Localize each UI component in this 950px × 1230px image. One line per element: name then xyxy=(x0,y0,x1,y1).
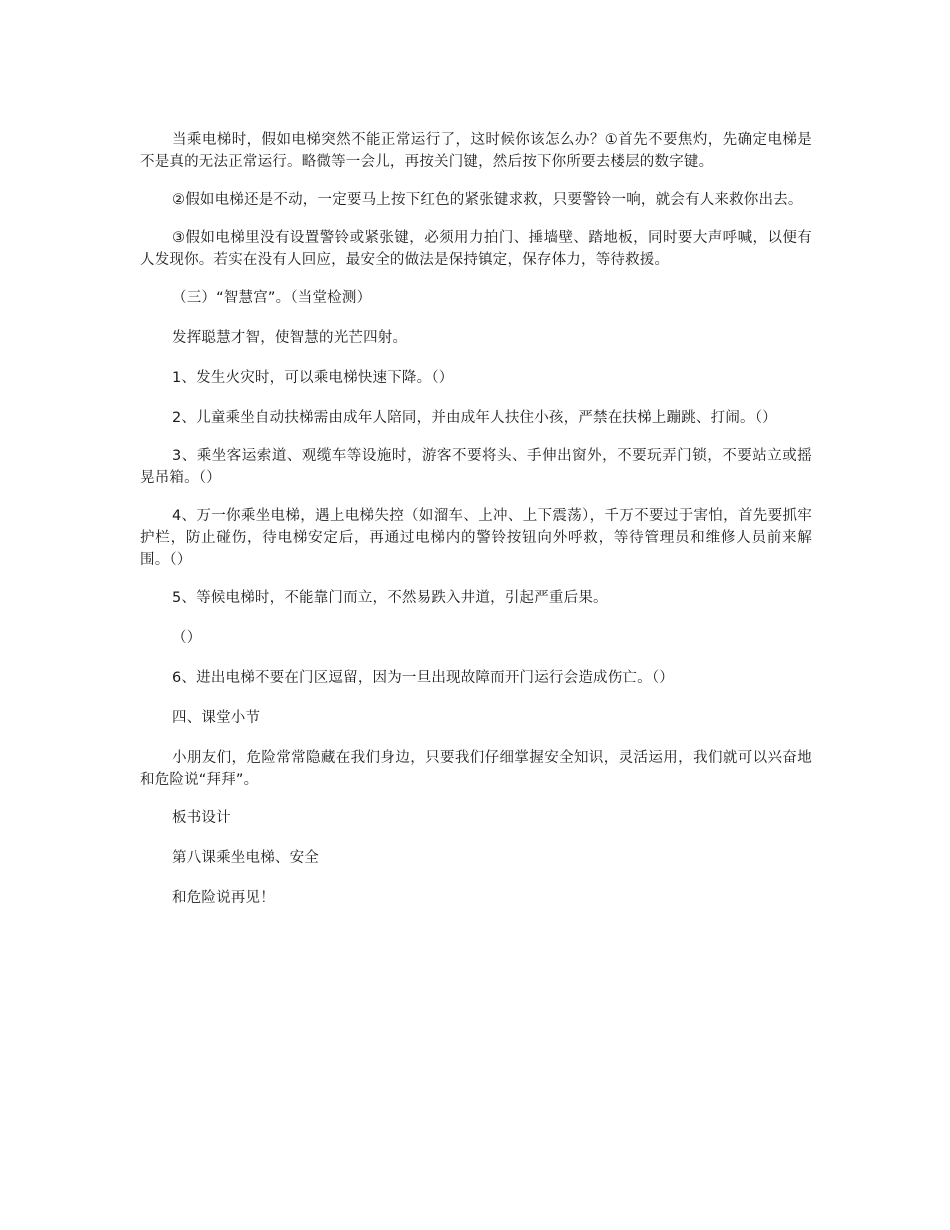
quiz-item-4: 4、万一你乘坐电梯，遇上电梯失控（如溜车、上冲、上下震荡），千万不要过于害怕，首先要抓牢护栏，防止碰伤，待电梯安定后，再通过电梯内的警铃按钮向外呼救，等待管理员和维修人员前来解围。（） xyxy=(140,508,812,568)
paragraph-elevator-stuck-step1: 当乘电梯时，假如电梯突然不能正常运行了，这时候你该怎么办？①首先不要焦灼，先确定电梯是不是真的无法正常运行。略微等一会儿，再按关门键，然后按下你所要去楼层的数字键。 xyxy=(140,132,812,170)
quiz-item-3: 3、乘坐客运索道、观缆车等设施时，游客不要将头、手伸出窗外，不要玩弄门锁，不要站立或摇晃吊箱。（） xyxy=(140,448,812,486)
quiz-item-5: 5、等候电梯时，不能靠门而立，不然易跌入井道，引起严重后果。 xyxy=(172,590,608,606)
paragraph-elevator-stuck-step2: ②假如电梯还是不动，一定要马上按下红色的紧张键求救，只要警铃一响，就会有人来救你出去。 xyxy=(172,192,803,208)
summary-paragraph: 小朋友们，危险常常隐藏在我们身边，只要我们仔细掌握安全知识，灵活运用，我们就可以兴奋地和危险说“拜拜”。 xyxy=(140,750,812,788)
document-body xyxy=(140,129,812,927)
quiz-item-5-answer: （） xyxy=(172,630,202,646)
quiz-item-6: 6、进出电梯不要在门区逗留，因为一旦出现故障而开门运行会造成伤亡。（） xyxy=(172,670,674,686)
section-heading-summary: 四、课堂小节 xyxy=(172,710,261,726)
board-design-line-2: 和危险说再见！ xyxy=(172,890,275,906)
section-heading-wisdom-palace: （三）“智慧宫”。（当堂检测） xyxy=(172,290,372,306)
quiz-intro: 发挥聪慧才智，使智慧的光芒四射。 xyxy=(172,330,408,346)
quiz-item-1: 1、发生火灾时，可以乘电梯快速下降。（） xyxy=(172,370,454,386)
board-design-line-1: 第八课乘坐电梯、安全 xyxy=(172,850,319,866)
quiz-item-2: 2、儿童乘坐自动扶梯需由成年人陪同，并由成年人扶住小孩，严禁在扶梯上蹦跳、打闹。（） xyxy=(172,410,777,426)
board-design-heading: 板书设计 xyxy=(172,810,231,826)
paragraph-elevator-stuck-step3: ③假如电梯里没有设置警铃或紧张键，必须用力拍门、捶墙壁、踏地板，同时要大声呼喊，以便有人发现你。若实在没有人回应，最安全的做法是保持镇定，保存体力，等待救援。 xyxy=(140,230,812,268)
